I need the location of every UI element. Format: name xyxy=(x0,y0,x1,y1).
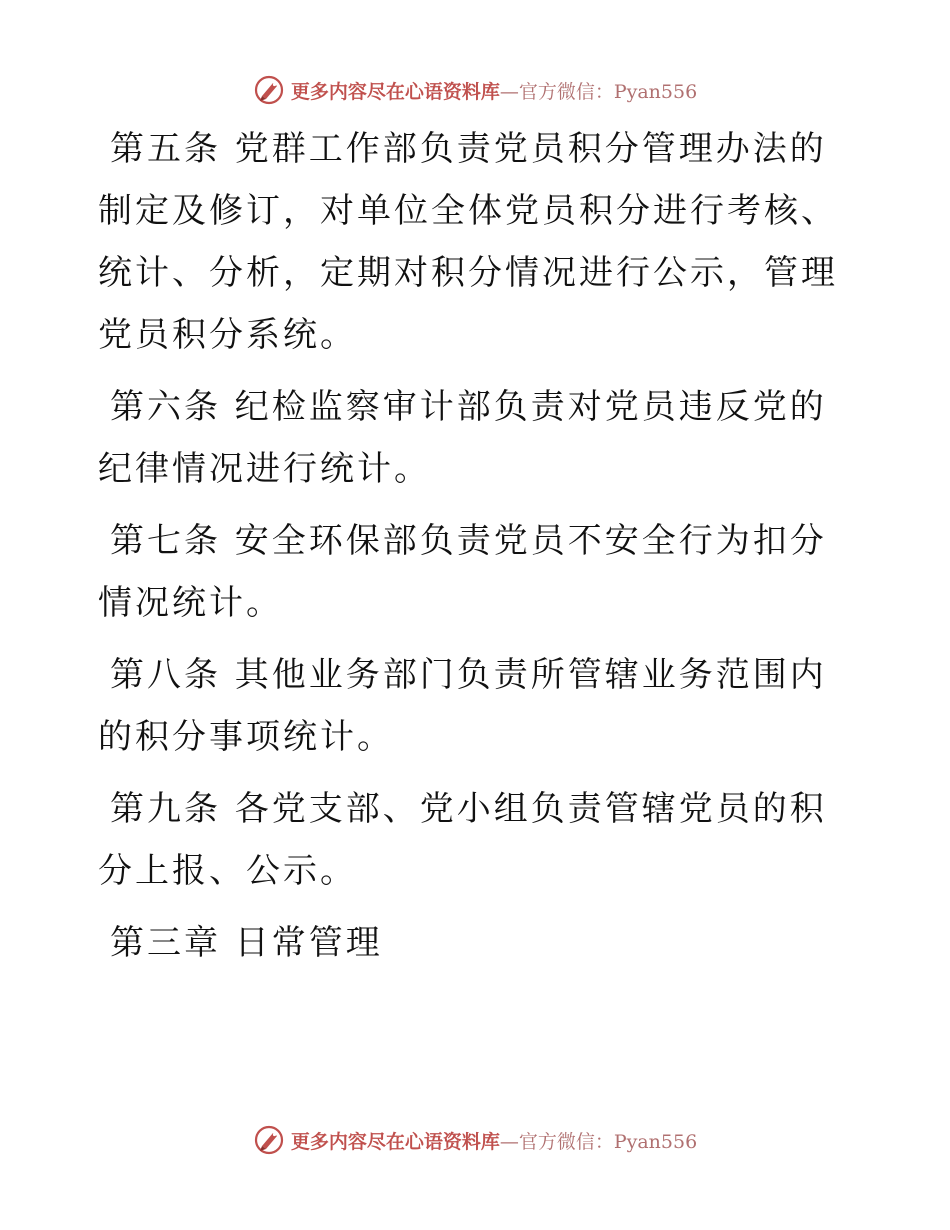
article-9: 第九条 各党支部、党小组负责管辖党员的积分上报、公示。 xyxy=(98,789,827,891)
watermark-group xyxy=(253,74,697,106)
article-5: 第五条 党群工作部负责党员积分管理办法的制定及修订，对单位全体党员积分进行考核、统计、分析，定期对积分情况进行公示，管理党员积分系统。 xyxy=(98,129,838,355)
document-body xyxy=(98,118,858,984)
chapter-3-heading: 第三章 日常管理 xyxy=(110,923,383,963)
watermark-brand: 更多内容尽在心语资料库 xyxy=(290,80,500,103)
watermark-brand: 更多内容尽在心语资料库 xyxy=(290,1130,500,1153)
article-8: 第八条 其他业务部门负责所管辖业务范围内的积分事项统计。 xyxy=(98,655,827,757)
watermark-text xyxy=(291,77,697,104)
article-6: 第六条 纪检监察审计部负责对党员违反党的纪律情况进行统计。 xyxy=(98,387,827,489)
watermark-group xyxy=(253,1124,697,1156)
pen-logo-icon xyxy=(253,1124,285,1156)
article-7: 第七条 安全环保部负责党员不安全行为扣分情况统计。 xyxy=(98,521,827,623)
watermark-separator: — xyxy=(499,80,519,103)
watermark-wechat: 官方微信：Pyan556 xyxy=(518,1130,698,1153)
pen-logo-icon xyxy=(253,74,285,106)
header-watermark xyxy=(0,70,950,110)
watermark-text xyxy=(291,1127,697,1154)
watermark-separator: — xyxy=(499,1130,519,1153)
footer-watermark xyxy=(0,1120,950,1160)
watermark-wechat: 官方微信：Pyan556 xyxy=(518,80,698,103)
